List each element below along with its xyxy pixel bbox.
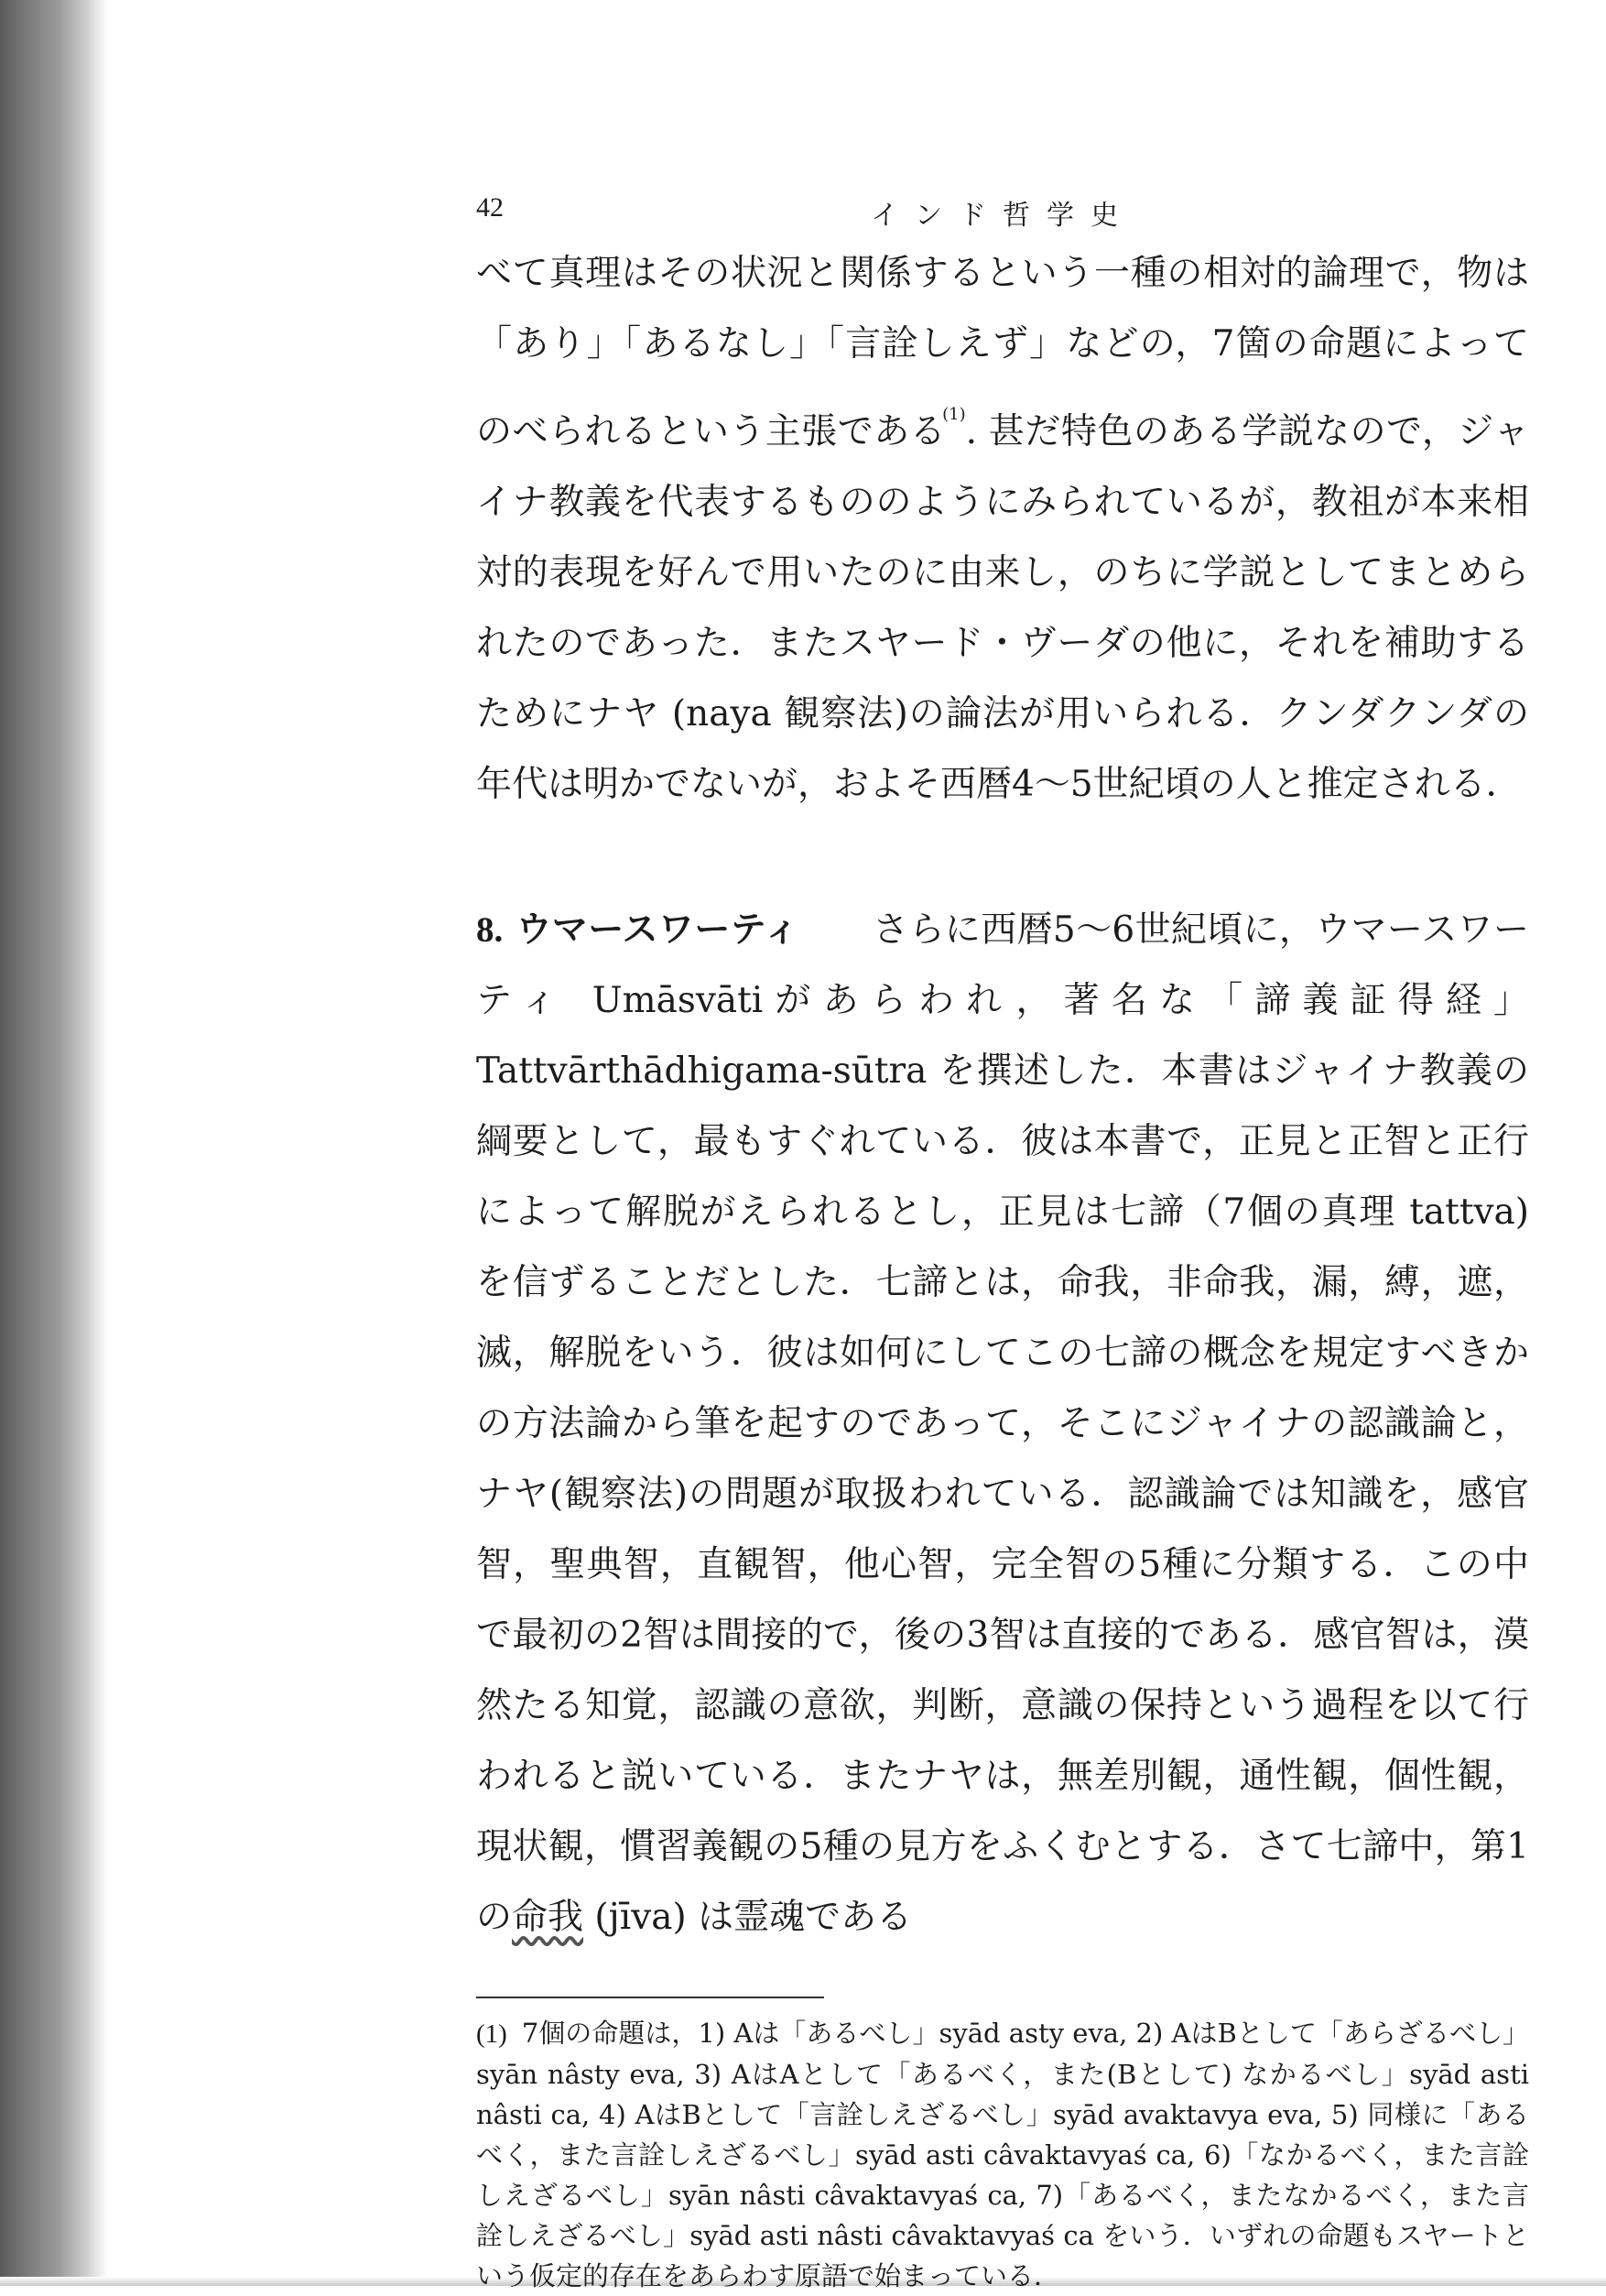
section-8-paragraph (476, 895, 1529, 1953)
paragraph-1-text-b: . 甚だ特色のある学説なので，ジャイナ教義を代表するもののようにみられているが，教祖が本来相対的表現を好んで用いたのに由来し，のちに学説としてまとめられたのであった．またスヤード・ヴーダの他に，それを補助するためにナヤ (naya 観察法)の論法が用いられる．クンダクンダの年代は明かでないが，およそ西暦4〜5世紀頃の人と推定される． (476, 411, 1529, 805)
footnote-reference: (1) (942, 405, 966, 424)
section-number: 8. (476, 910, 504, 950)
paragraph-1-text-a: べて真理はその状況と関係するという一種の相対的論理で，物は「あり」「あるなし」「言詮しえず」などの，7箇の命題によってのべられるという主張である (476, 253, 1529, 452)
footnote-text: 7個の命題は，1) Aは「あるべし」syād asty eva, 2) AはBとして「あらざるべし」syān nâsty eva, 3) AはAとして「あるべく，また(Bとして) なかるべし」syād asti nâsti ca, 4) AはBとして「言詮しえざるべし」syād avaktavya eva, 5) 同様に「あるべく，また言詮しえざるべし」syād asti câvaktavyaś ca, 6)「なかるべく，また言詮しえざるべし」syān nâsti câvaktavyaś ca, 7)「あるべく，またなかるべく，また言詮しえざるべし」syād asti nâsti câvaktavyaś ca をいう．いずれの命題もスヤートという仮定的存在をあらわす原語で始まっている． (476, 2018, 1529, 2291)
section-heading (476, 909, 799, 951)
section-8-text-a: さらに西暦5〜6世紀頃に，ウマースワーティ Umāsvātiがあらわれ，著名な「諦義証得経」Tattvārthādhigama-sūtra を撰述した．本書はジャイナ教義の綱要として，最もすぐれている．彼は本書で，正見と正智と正行によって解脱がえられるとし，正見は七諦（7個の真理 tattva) を信ずることだとした．七諦とは，命我，非命我，漏，縛，遮，滅，解脱をいう．彼は如何にしてこの七諦の概念を規定すべきかの方法論から筆を起すのであって，そこにジャイナの認識論と，ナヤ(観察法)の問題が取扱われている．認識論では知識を，感官智，聖典智，直観智，他心智，完全智の5種に分類する．この中で最初の2智は間接的で，後の3智は直接的である．感官智は，漠然たる知覚，認識の意欲，判断，意識の保持という過程を以て行われると説いている．またナヤは，無差別観，通性観，個性観，現状観，慣習義観の5種の見方をふくむとする．さて七諦中，第1の (476, 909, 1529, 1938)
paragraph-1 (476, 238, 1529, 820)
binding-shadow (0, 0, 108, 2286)
underlined-term: 命我 (512, 1897, 584, 1938)
running-head (476, 183, 1529, 238)
page-number: 42 (476, 192, 504, 223)
running-title: インド哲学史 (871, 200, 1134, 232)
footnote-rule (476, 1997, 824, 1998)
footnote (476, 2013, 1529, 2296)
footnote-label: (1) (476, 2019, 507, 2049)
section-title: ウマースワーティ (515, 909, 800, 951)
body-text (476, 238, 1529, 1953)
book-page (476, 183, 1529, 2296)
section-8-text-b: (jīva) は霊魂である (583, 1897, 913, 1938)
